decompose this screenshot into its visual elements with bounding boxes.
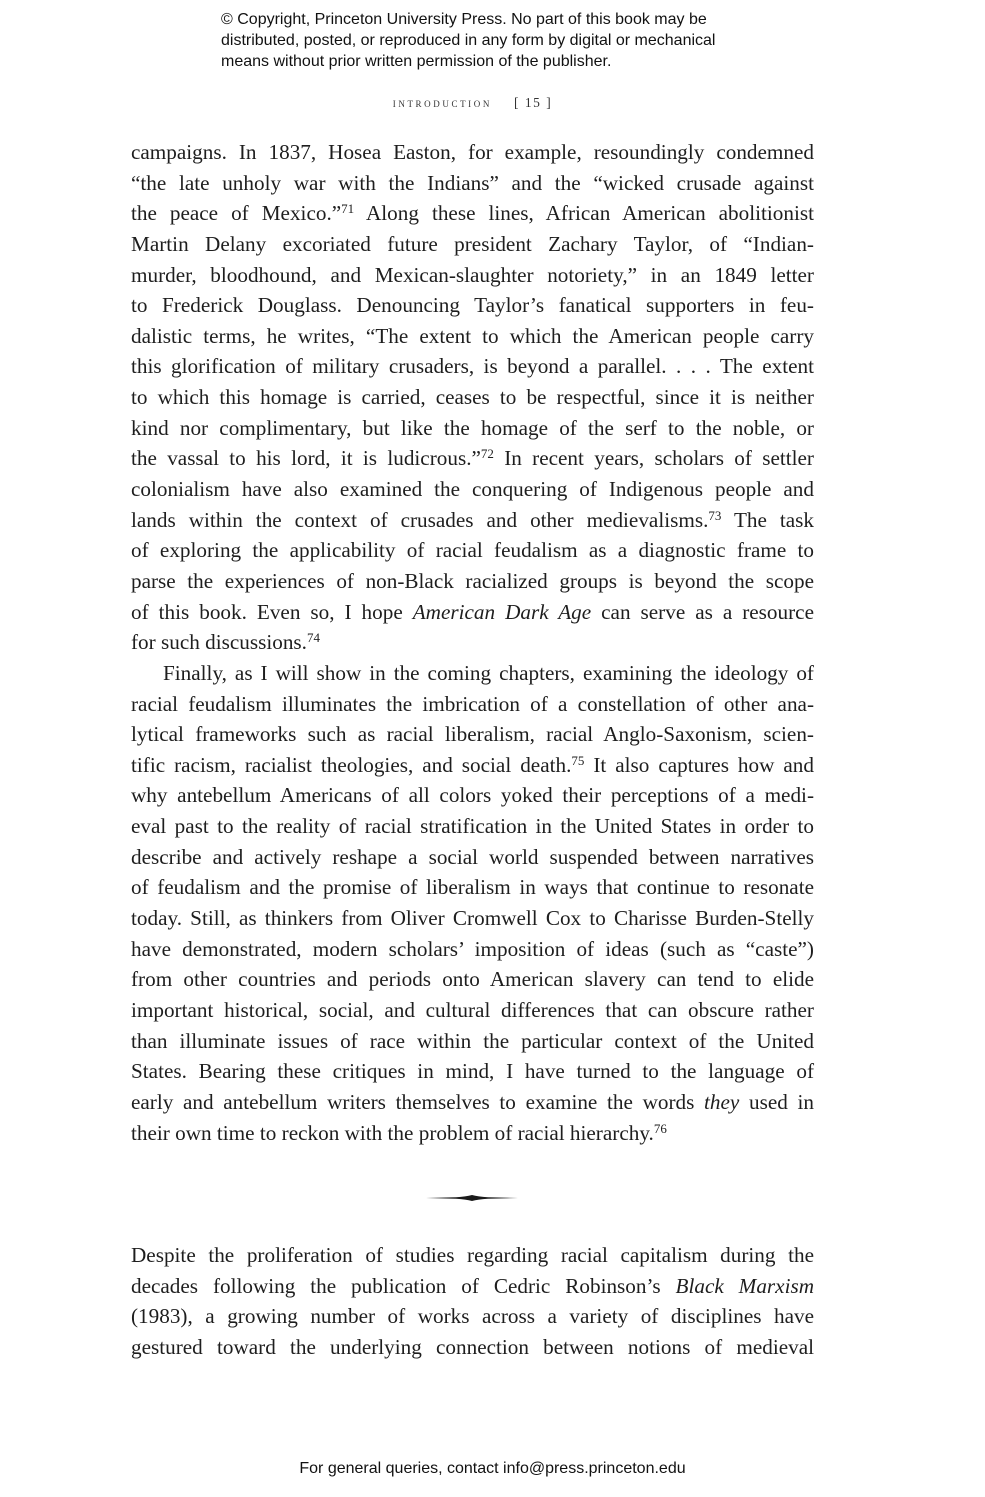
copyright-line: means without prior written permission of the publisher. xyxy=(221,53,612,70)
footnote-ref-73[interactable]: 73 xyxy=(708,507,722,523)
text-line: the vassal to his lord, it is ludicrous.”$^{72}$ In recent years, scholars of settler xyxy=(131,446,814,471)
text-line: of this book. Even so, I hope American Dark Age can serve as a resource xyxy=(131,599,814,624)
text-line: States. Bearing these critiques in mind, I have turned to the language of xyxy=(131,1059,814,1084)
text-line: the peace of Mexico.”$^{71}$ Along these lines, African American abolitionist xyxy=(131,201,814,226)
text-line: of exploring the applicability of racial feudalism as a diagnostic frame to xyxy=(131,538,814,563)
running-head xyxy=(0,95,945,111)
text-line: decades following the publication of Cedric Robinson’s Black Marxism xyxy=(131,1273,814,1298)
copyright-line: © Copyright, Princeton University Press. No part of this book may be xyxy=(221,11,707,28)
text-line: “the late unholy war with the Indians” and the “wicked crusade against xyxy=(131,170,814,195)
text-line: to which this homage is carried, ceases to be respectful, since it is neither xyxy=(131,385,814,410)
text-line: Despite the proliferation of studies regarding racial capitalism during the xyxy=(131,1243,814,1267)
text-line: (1983), a growing number of works across a variety of disciplines have xyxy=(131,1304,814,1329)
text-line: today. Still, as thinkers from Oliver Cromwell Cox to Charisse Burden-Stelly xyxy=(131,906,814,931)
text-line: than illuminate issues of race within the particular context of the United xyxy=(131,1028,814,1053)
text-line: kind nor complimentary, but like the homage of the serf to the noble, or xyxy=(131,415,814,440)
text-line: why antebellum Americans of all colors yoked their perceptions of a medi- xyxy=(131,783,814,808)
text-line: tific racism, racialist theologies, and social death.$^{75}$ It also captures how and xyxy=(131,752,814,777)
footnote-ref-72[interactable]: 72 xyxy=(480,446,494,462)
text-line: Martin Delany excoriated future president Zachary Taylor, of “Indian- xyxy=(131,231,814,256)
text-line: campaigns. In 1837, Hosea Easton, for example, resoundingly condemned xyxy=(131,140,814,164)
text-line: lands within the context of crusades and other medievalisms.$^{73}$ The task xyxy=(131,507,814,532)
section-1-text xyxy=(131,137,814,1148)
text-line: their own time to reckon with the problem of racial hierarchy.$^{76}$ xyxy=(131,1120,667,1145)
footnote-ref-76[interactable]: 76 xyxy=(653,1120,667,1136)
text-line: of feudalism and the promise of liberalism in ways that continue to resonate xyxy=(131,875,814,900)
footnote-ref-75[interactable]: 75 xyxy=(571,752,585,768)
running-head-title: introduction xyxy=(392,95,492,110)
text-line: gestured toward the underlying connection between notions of medieval xyxy=(131,1334,814,1359)
text-line: racial feudalism illuminates the imbrication of a constellation of other ana- xyxy=(131,691,814,716)
text-line: important historical, social, and cultural differences that can obscure rather xyxy=(131,997,814,1022)
text-line: parse the experiences of non-Black racialized groups is beyond the scope xyxy=(131,568,814,593)
copyright-line: distributed, posted, or reproduced in any form by digital or mechanical xyxy=(221,32,716,49)
footer-contact: For general queries, contact info@press.princeton.edu xyxy=(299,1460,686,1477)
text-line: murder, bloodhound, and Mexican-slaughter notoriety,” in an 1849 letter xyxy=(131,262,814,287)
text-line: this glorification of military crusaders, is beyond a parallel. . . . The extent xyxy=(131,354,814,379)
text-line: to Frederick Douglass. Denouncing Taylor’s fanatical supporters in feu- xyxy=(131,293,814,318)
text-line: early and antebellum writers themselves to examine the words they used in xyxy=(131,1089,814,1114)
text-line: Finally, as I will show in the coming chapters, examining the ideology of xyxy=(163,660,814,685)
footnote-ref-71[interactable]: 71 xyxy=(341,201,355,217)
text-line: for such discussions.$^{74}$ xyxy=(131,630,320,655)
text-line: from other countries and periods onto American slavery can tend to elide xyxy=(131,967,814,992)
section-2-text xyxy=(131,1240,814,1363)
text-line: dalistic terms, he writes, “The extent to which the American people carry xyxy=(131,323,814,348)
copyright-notice xyxy=(221,9,801,72)
text-line: lytical frameworks such as racial liberalism, racial Anglo-Saxonism, scien- xyxy=(131,722,814,747)
page-number: [ 15 ] xyxy=(513,95,553,110)
book-title: Black Marxism xyxy=(675,1273,814,1298)
emphasis: they xyxy=(704,1089,740,1114)
text-line: describe and actively reshape a social world suspended between narratives xyxy=(131,844,814,869)
section-break-ornament xyxy=(426,1190,518,1206)
book-title: American Dark Age xyxy=(412,599,592,624)
text-line: have demonstrated, modern scholars’ imposition of ideas (such as “caste”) xyxy=(131,936,814,961)
text-line: colonialism have also examined the conquering of Indigenous people and xyxy=(131,477,814,502)
text-line: eval past to the reality of racial stratification in the United States in order to xyxy=(131,814,814,839)
footnote-ref-74[interactable]: 74 xyxy=(306,630,320,646)
